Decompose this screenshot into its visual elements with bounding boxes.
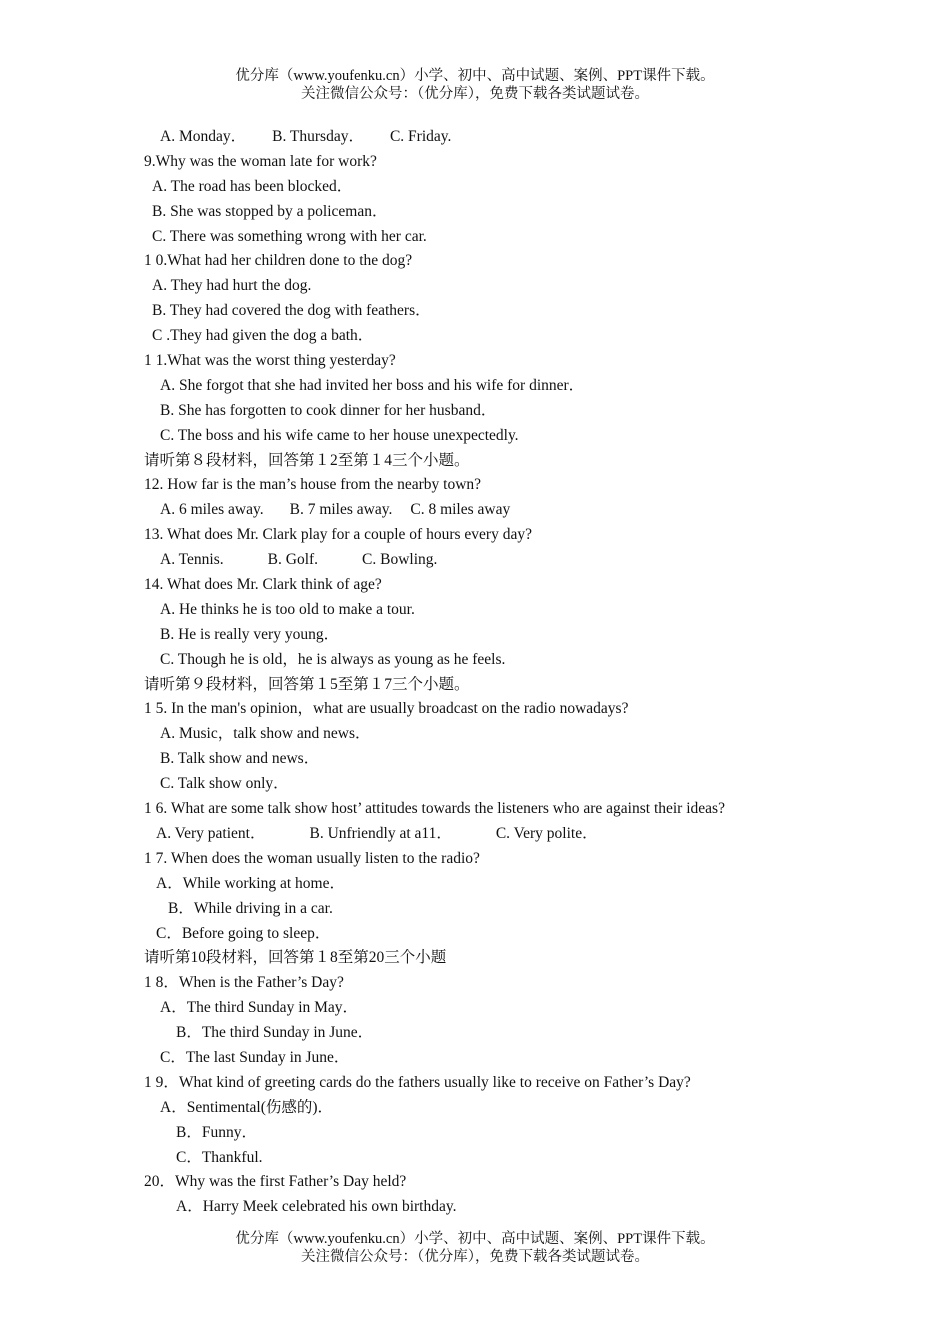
- q16-option-c: C. Very polite．: [495, 824, 598, 842]
- q20-option-a: A．Harry Meek celebrated his own birthday.: [176, 1198, 457, 1216]
- q16-options: [0, 822, 950, 847]
- section-9-instruction: 请听第９段材料，回答第１5至第１7三个小题。: [144, 675, 470, 693]
- q17-question: 1 7. When does the woman usually listen to the radio?: [144, 849, 480, 867]
- q8-option-b: B. Thursday．: [272, 128, 364, 145]
- section-10-instruction: 请听第10段材料，回答第１8至第20三个小题: [144, 949, 447, 967]
- q9-option-a: A. The road has been blocked．: [152, 177, 353, 195]
- q8-option-a: A. Monday．: [160, 128, 247, 145]
- q14-question: 14. What does Mr. Clark think of age?: [144, 576, 382, 594]
- q11-option-c: C. The boss and his wife came to her house unexpectedly.: [160, 426, 519, 444]
- q13-options: [0, 548, 950, 573]
- q19-option-a: A．Sentimental(伤感的)．: [160, 1098, 334, 1116]
- q8-option-c: C. Friday.: [389, 128, 452, 145]
- q19-option-b: B．Funny．: [176, 1123, 257, 1141]
- q11-option-a: A. She forgot that she had invited her boss and his wife for dinner．: [160, 376, 585, 394]
- q17-option-c: C．Before going to sleep．: [156, 924, 331, 942]
- q10-option-c: C .They had given the dog a bath．: [152, 327, 374, 345]
- q18-option-a: A．The third Sunday in May．: [160, 999, 359, 1017]
- q16-option-b: B. Unfriendly at a11．: [309, 824, 452, 842]
- q9-option-b: B. She was stopped by a policeman．: [152, 202, 388, 220]
- header-line-2: 关注微信公众号：（优分库），免费下载各类试题试卷。: [301, 86, 649, 102]
- q11-option-b: B. She has forgotten to cook dinner for her husband．: [160, 401, 497, 419]
- q12-option-a: A. 6 miles away.: [160, 501, 264, 519]
- q12-question: 12. How far is the man’s house from the nearby town?: [144, 476, 482, 494]
- q10-question: 1 0.What had her children done to the dog?: [144, 252, 413, 270]
- section-8-instruction: 请听第８段材料，回答第１2至第１4三个小题。: [144, 451, 470, 469]
- q10-option-b: B. They had covered the dog with feathers．: [152, 302, 431, 320]
- q13-option-a: A. Tennis.: [160, 551, 224, 569]
- q13-option-c: C. Bowling.: [362, 551, 438, 569]
- q16-question: 1 6. What are some talk show host’ attitudes towards the listeners who are against their ideas?: [144, 800, 725, 818]
- q14-option-c: C. Though he is old，he is always as young as he feels.: [160, 650, 506, 668]
- q16-option-a: A. Very patient．: [156, 824, 266, 842]
- q11-question: 1 1.What was the worst thing yesterday?: [144, 352, 396, 370]
- page-footer: [0, 1230, 950, 1266]
- q15-question: 1 5. In the man's opinion，what are usually broadcast on the radio nowadays?: [144, 700, 629, 718]
- q14-option-b: B. He is really very young．: [160, 625, 340, 643]
- q12-option-b: B. 7 miles away.: [289, 501, 393, 519]
- footer-line-1: 优分库（www.youfenku.cn）小学、初中、高中试题、案例、PPT课件下载。: [235, 1231, 715, 1247]
- q17-option-b: B．While driving in a car.: [168, 899, 333, 917]
- page-header: [0, 67, 950, 103]
- q15-option-b: B. Talk show and news．: [160, 750, 320, 768]
- q9-question: 9.Why was the woman late for work?: [144, 152, 377, 170]
- q10-option-a: A. They had hurt the dog.: [152, 277, 312, 295]
- q15-option-a: A. Music，talk show and news．: [160, 725, 371, 743]
- q18-option-c: C．The last Sunday in June．: [160, 1048, 350, 1066]
- q13-question: 13. What does Mr. Clark play for a couple of hours every day?: [144, 526, 532, 544]
- q20-question: 20．Why was the first Father’s Day held?: [144, 1173, 407, 1191]
- q17-option-a: A．While working at home．: [156, 874, 345, 892]
- q9-option-c: C. There was something wrong with her car.: [152, 227, 427, 245]
- q12-options: [0, 498, 950, 523]
- q19-question: 1 9．What kind of greeting cards do the fathers usually like to receive on Father’s Day?: [144, 1073, 691, 1091]
- q18-question: 1 8．When is the Father’s Day?: [144, 974, 344, 992]
- q18-option-b: B．The third Sunday in June．: [176, 1024, 374, 1042]
- q13-option-b: B. Golf.: [267, 551, 319, 569]
- footer-line-2: 关注微信公众号：（优分库），免费下载各类试题试卷。: [301, 1249, 649, 1265]
- q14-option-a: A. He thinks he is too old to make a tour.: [160, 600, 415, 618]
- header-line-1: 优分库（www.youfenku.cn）小学、初中、高中试题、案例、PPT课件下载。: [235, 68, 715, 84]
- q12-option-c: C. 8 miles away: [410, 501, 511, 519]
- q15-option-c: C. Talk show only．: [160, 775, 289, 793]
- q19-option-c: C．Thankful.: [176, 1148, 263, 1166]
- exam-content: [0, 125, 950, 1220]
- q8-options: [0, 125, 950, 150]
